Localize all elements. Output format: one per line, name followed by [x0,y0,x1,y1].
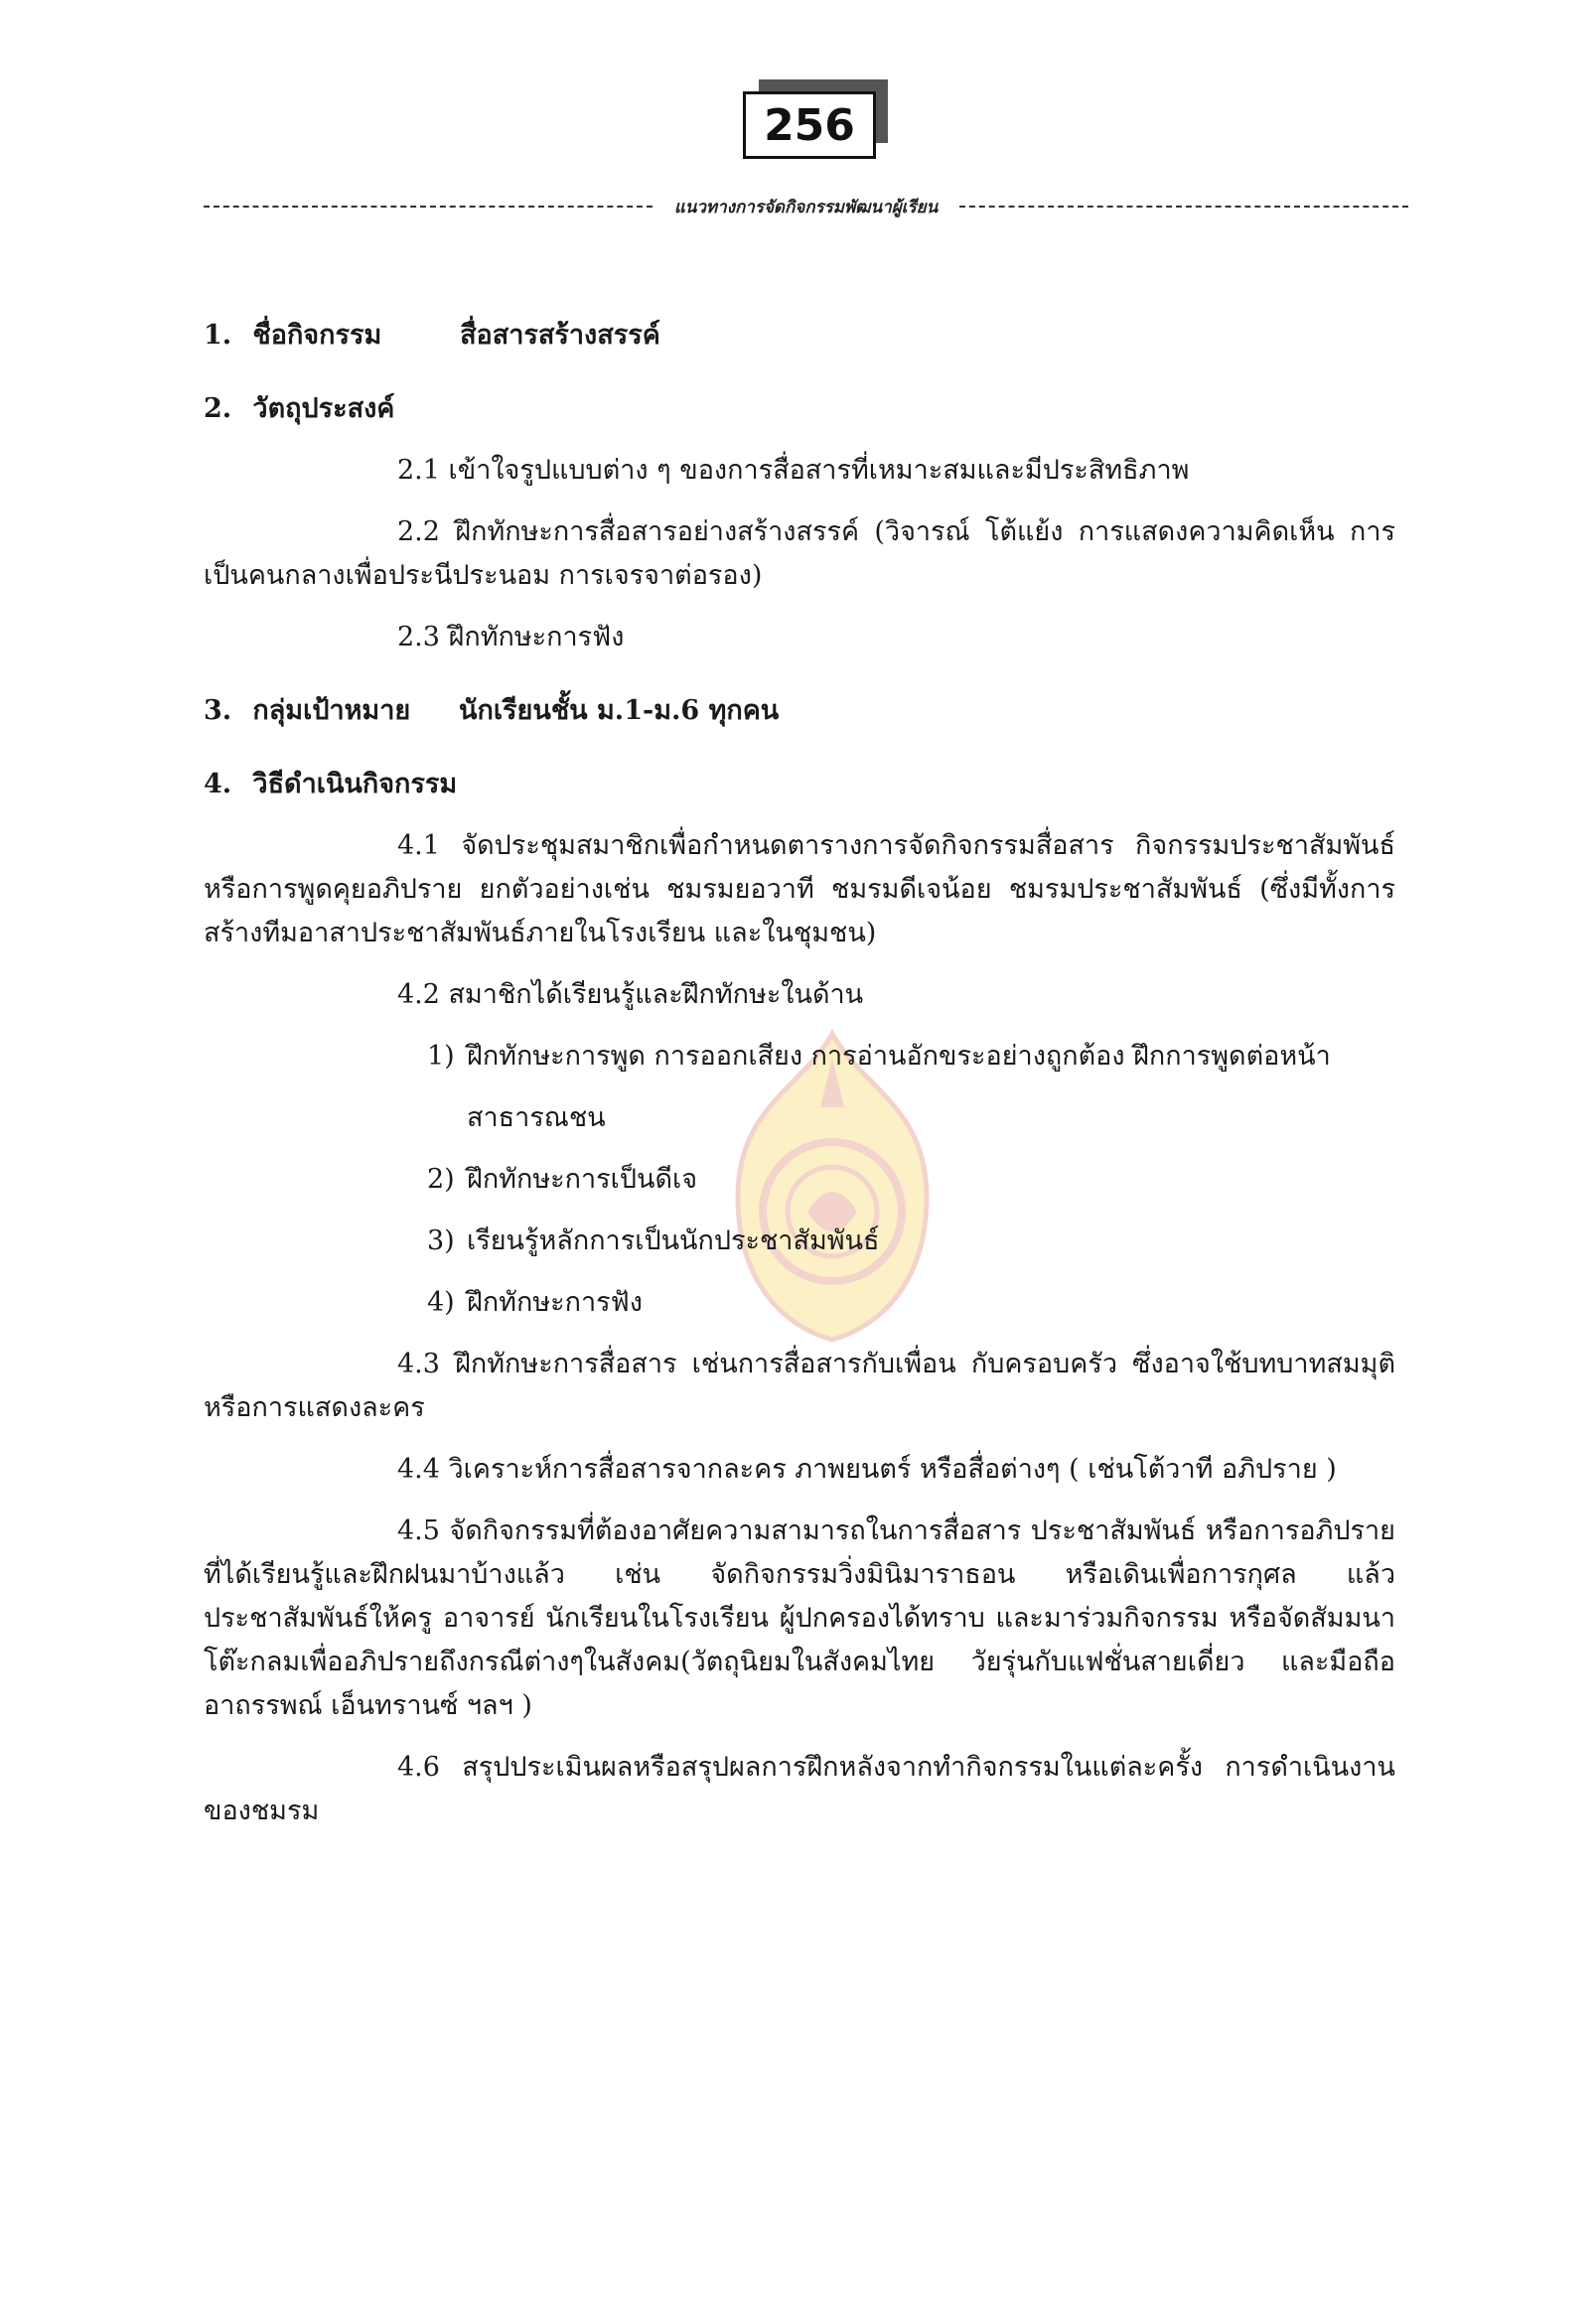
section-4 [204,763,1395,806]
skill-item: 1) ฝึกทักษะการพูด การออกเสียง การอ่านอักขระอย่างถูกต้อง ฝึกการพูดต่อหน้า [427,1041,1331,1072]
skill-item-continuation: สาธารณชน [467,1102,606,1133]
section-2 [204,387,1395,431]
step-4-6: 4.6 สรุปประเมินผลหรือสรุปผลการฝึกหลังจากทำกิจกรรมในแต่ละครั้ง การดำเนินงานของชมรม [204,1752,1395,1826]
skill-item: 4) ฝึกทักษะการฟัง [427,1287,643,1318]
header-divider-right [959,206,1408,208]
section-label: ชื่อกิจกรรม [252,320,382,351]
step-4-1: 4.1 จัดประชุมสมาชิกเพื่อกำหนดตารางการจัดกิจกรรมสื่อสาร กิจกรรมประชาสัมพันธ์ หรือการพูดคุยอภิปราย ยกตัวอย่างเช่น ชมรมยอวาที ชมรมดีเจน้อย ชมรมประชาสัมพันธ์ (ซึ่งมีทั้งการสร้างทีมอาสาประชาสัมพันธ์ภายในโรงเรียน และในชุมชน) [204,830,1395,948]
section-number: 3. [204,695,232,726]
section-label: วิธีดำเนินกิจกรรม [252,769,458,799]
step-4-4: 4.4 วิเคราะห์การสื่อสารจากละคร ภาพยนตร์ หรือสื่อต่างๆ ( เช่นโต้วาที อภิปราย ) [397,1454,1337,1485]
header-title: แนวทางการจัดกิจกรรมพัฒนาผู้เรียน [673,197,939,217]
section-label: กลุ่มเป้าหมาย [252,695,411,726]
objective-2-3: 2.3 ฝึกทักษะการฟัง [397,622,625,652]
objective-2-2: 2.2 ฝึกทักษะการสื่อสารอย่างสร้างสรรค์ (วิจารณ์ โต้แย้ง การแสดงความคิดเห็น การเป็นคนกลางเพื่อประนีประนอม การเจรจาต่อรอง) [204,516,1395,591]
section-number: 2. [204,393,232,424]
section-3 [204,689,1395,733]
target-group: นักเรียนชั้น ม.1-ม.6 ทุกคน [459,695,780,726]
header-divider-left [204,206,653,208]
running-header [204,195,1408,218]
step-4-2: 4.2 สมาชิกได้เรียนรู้และฝึกทักษะในด้าน [397,979,864,1010]
activity-name: สื่อสารสร้างสรรค์ [460,320,660,351]
section-number: 1. [204,320,232,351]
document-body [204,314,1395,1833]
section-label: วัตถุประสงค์ [252,393,395,424]
page-number: 256 [743,91,876,159]
skill-item: 3) เรียนรู้หลักการเป็นนักประชาสัมพันธ์ [427,1225,880,1256]
skill-item: 2) ฝึกทักษะการเป็นดีเจ [427,1164,698,1195]
objective-2-1: 2.1 เข้าใจรูปแบบต่าง ๆ ของการสื่อสารที่เหมาะสมและมีประสิทธิภาพ [397,455,1190,486]
step-4-3: 4.3 ฝึกทักษะการสื่อสาร เช่นการสื่อสารกับเพื่อน กับครอบครัว ซึ่งอาจใช้บทบาทสมมุติหรือการแสดงละคร [204,1349,1395,1423]
section-1 [204,314,1395,358]
step-4-5: 4.5 จัดกิจกรรมที่ต้องอาศัยความสามารถในการสื่อสาร ประชาสัมพันธ์ หรือการอภิปรายที่ได้เรียนรู้และฝึกฝนมาบ้างแล้ว เช่น จัดกิจกรรมวิ่งมินิมาราธอน หรือเดินเพื่อการกุศล แล้วประชาสัมพันธ์ให้ครู อาจารย์ นักเรียนในโรงเรียน ผู้ปกครองได้ทราบ และมาร่วมกิจกรรม หรือจัดสัมมนาโต๊ะกลมเพื่ออภิปรายถึงกรณีต่างๆในสังคม(วัตถุนิยมในสังคมไทย วัยรุ่นกับแฟชั่นสายเดี่ยว และมือถือ อาถรรพณ์ เอ็นทรานซ์ ฯลฯ ) [204,1515,1395,1721]
section-number: 4. [204,769,232,799]
